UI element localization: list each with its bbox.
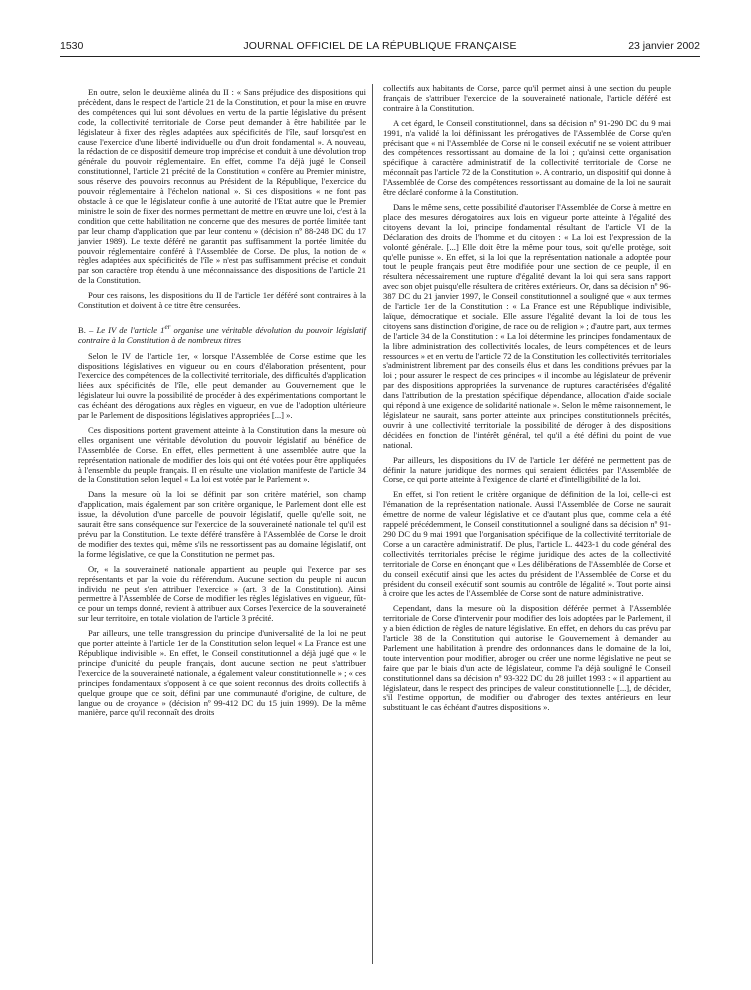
paragraph: Dans la mesure où la loi se définit par son critère matériel, son champ d'application, mais également par son critère organique, le Parlement dont elle est issue, la dévolution d'une parcelle de pouvoir législatif, quelle qu'elle soit, ne saurait être sans conséquence sur l'exercice de la souveraineté nationale tel qu'il est prévu par la Constitution. Le texte déféré transfère à l'Assemblée de Corse le droit de modifier des textes qui, même s'ils ne ressortissent pas au domaine législatif, ont la forme législative, ce que la Constitution ne permet pas. <box>78 489 366 559</box>
paragraph: En effet, si l'on retient le critère organique de définition de la loi, celle-ci est l'émanation de la représentation nationale. Aussi l'Assemblée de Corse ne saurait émettre de norme de valeur législative et ce d'autant plus que, comme cela a été rappelé précédemment, le Conseil constitutionnel a souligné dans sa décision nº 91-290 DC du 9 mai 1991 que l'organisation spécifique de la collectivité territoriale de Corse a un caractère administratif. De plus, l'article L. 4423-1 du code général des collectivités territoriales précise le régime juridique des actes de la collectivité territoriale de Corse en énonçant que « Les délibérations de l'Assemblée de Corse et du conseil exécutif ainsi que les actes du président de l'Assemblée de Corse et du président du conseil exécutif sont soumis au contrôle de légalité ». Tout porte ainsi à croire que les actes de l'Assemblée de Corse sont de nature administrative. <box>383 489 671 599</box>
left-column <box>78 88 366 723</box>
paragraph: A cet égard, le Conseil constitutionnel, dans sa décision nº 91-290 DC du 9 mai 1991, n'a validé la loi définissant les prérogatives de l'Assemblée de Corse qu'en précisant que « ni l'Assemblée de Corse ni le conseil exécutif ne se voient attribuer des compétences ressortissant au domaine de la loi ; qu'ainsi cette organisation spécifique à caractère administratif de la collectivité territoriale de Corse ne méconnaît pas l'article 72 de la Constitution ». A contrario, un dispositif qui donne à l'Assemblée de Corse des compétences ressortissant au domaine de la loi ne saurait être déclaré conforme à la Constitution. <box>383 117 671 198</box>
paragraph: Par ailleurs, les dispositions du IV de l'article 1er déféré ne permettent pas de définir la nature juridique des normes qui seraient édictées par l'Assemblée de Corse, ce qui porte atteinte à l'exigence de clarté et d'intelligibilité de la loi. <box>383 454 671 485</box>
paragraph: En outre, selon le deuxième alinéa du II : « Sans préjudice des dispositions qui précèdent, dans le respect de l'article 21 de la Constitution, et pour la mise en œuvre des compétences qui lui sont dévolues en vertu de la partie législative du présent code, la collectivité territoriale de Corse peut demander à être habilitée par le législateur à fixer des règles adaptées aux spécificités de l'île, sauf lorsqu'est en cause l'exercice d'une liberté individuelle ou d'un droit fondamental ». A nouveau, la rédaction de ce dispositif demeure trop imprécise et conduit à une dévolution trop générale du pouvoir réglementaire. En effet, comme l'a déjà jugé le Conseil constitutionnel, l'article 21 précité de la Constitution « confère au Premier ministre, sous réserve des pouvoirs reconnus au Président de la République, l'exercice du pouvoir réglementaire à l'échelon national ». Si ces dispositions « ne font pas obstacle à ce que le législateur confie à une autorité de l'Etat autre que le Premier ministre le soin de fixer des normes permettant de mettre en œuvre une loi, c'est à la condition que cette habilitation ne concerne que des mesures de portée limitée tant par leur champ d'application que par leur contenu » (décision nº 88-248 DC du 17 janvier 1989). Le texte déféré ne garantit pas suffisamment la portée limitée du pouvoir réglementaire conféré à l'Assemblée de Corse. De plus, la notion de « règles adaptées aux spécificités de l'île » n'est pas suffisamment précise et conduit par son caractère trop étendu à une méconnaissance des dispositions de l'article 21 de la Constitution. <box>78 87 366 286</box>
section-title-sup: er <box>164 322 171 331</box>
paragraph: Pour ces raisons, les dispositions du II de l'article 1er déféré sont contraires à la Constitution et doivent à ce titre être censurées. <box>78 290 366 311</box>
column-divider <box>372 84 373 964</box>
paragraph: collectifs aux habitants de Corse, parce qu'il permet ainsi à une section du peuple français de s'attribuer l'exercice de la souveraineté nationale, l'article déféré est contraire à la Constitution. <box>383 83 671 113</box>
section-title-start: Le IV de l'article 1 <box>96 324 165 335</box>
header-rule <box>60 56 700 57</box>
paragraph: Or, « la souveraineté nationale appartient au peuple qui l'exerce par ses représentants et par la voie du référendum. Aucune section du peuple ni aucun individu ne peut s'en attribuer l'exercice » (art. 3 de la Constitution). Ainsi permettre à l'Assemblée de Corse de modifier les règles législatives en vigueur, fût-ce pour un temps donné, revient à attribuer aux Corses l'exercice de la souveraineté sur leur territoire, en totale violation de l'article 3 précité. <box>78 563 366 624</box>
page-header <box>60 40 700 56</box>
section-number: B. – <box>78 324 94 335</box>
paragraph: Selon le IV de l'article 1er, « lorsque l'Assemblée de Corse estime que les dispositions législatives en vigueur ou en cours d'élaboration présentent, pour l'exercice des compétences de la collectivité territoriale, des difficultés d'application liées aux spécificités de l'île, elle peut demander au Gouvernement que le législateur lui ouvre la possibilité de procéder à des expérimentations comportant le cas échéant des dérogations aux règles en vigueur, en vue de l'adoption ultérieure par le Parlement de dispositions législatives appropriées [...] ». <box>78 350 366 421</box>
paragraph: Par ailleurs, une telle transgression du principe d'universalité de la loi ne peut que porter atteinte à l'article 1er de la Constitution selon lequel « La France est une République indivisible ». En effet, le Conseil constitutionnel a déjà jugé que « le principe d'unicité du peuple français, dont aucune section ne peut s'attribuer l'exercice de la souveraineté nationale, a également valeur constitutionnelle » ; « ces principes fondamentaux s'opposent à ce que soient reconnus des droits collectifs à quelque groupe que ce soit, défini par une communauté d'origine, de culture, de langue ou de croyance » (décision nº 99-412 DC du 15 juin 1999). De la même manière, parce qu'il reconnaît des droits <box>78 628 366 718</box>
right-column <box>383 84 671 718</box>
section-title-end: organise une véritable dévolution du pouvoir législatif contraire à la Constitution à de nombreux titres <box>78 324 366 345</box>
page-number: 1530 <box>60 40 84 52</box>
issue-date: 23 janvier 2002 <box>628 40 700 52</box>
section-heading <box>78 323 366 346</box>
paragraph: Ces dispositions portent gravement atteinte à la Constitution dans la mesure où elles organisent une véritable dévolution du pouvoir législatif au bénéfice de l'Assemblée de Corse. En effet, elles permettent à une assemblée autre que la représentation nationale de modifier des lois qui ont été votées pour être appliquées à l'ensemble du peuple français. Il en résulte une violation manifeste de l'article 34 de la Constitution selon lequel « La loi est votée par le Parlement ». <box>78 424 366 485</box>
journal-title: JOURNAL OFFICIEL DE LA RÉPUBLIQUE FRANÇAISE <box>243 40 517 52</box>
paragraph: Cependant, dans la mesure où la disposition déférée permet à l'Assemblée territoriale de Corse d'intervenir pour modifier des lois adoptées par le Parlement, il y a bien édiction de règles de nature législative. En effet, en dehors du cas prévu par l'article 38 de la Constitution qui autorise le Gouvernement à demander au Parlement une habilitation à prendre des ordonnances dans le domaine de la loi, toute intervention pour modifier, abroger ou créer une norme législative ne peut se faire que par le biais d'un acte de législateur, comme l'a déjà souligné le Conseil constitutionnel dans sa décision nº 93-322 DC du 28 juillet 1993 : « il appartient au législateur, dans le respect des principes de valeur constitutionnelle [...], de décider, s'il l'estime opportun, de modifier ou d'abroger des textes antérieurs en leur substituant le cas échéant d'autres dispositions ». <box>383 603 671 713</box>
paragraph: Dans le même sens, cette possibilité d'autoriser l'Assemblée de Corse à mettre en place des mesures dérogatoires aux lois en vigueur porte atteinte à l'égalité des citoyens devant la loi, principe fondamental résultant de l'article VI de la Déclaration des droits de l'homme et du citoyen : « La loi est l'expression de la volonté générale. [...] Elle doit être la même pour tous, soit qu'elle protège, soit qu'elle punisse ». En effet, si la loi que la représentation nationale a adoptée pour tout le peuple français peut être modifiée pour une section de ce peuple, il en résultera nécessairement une rupture d'égalité devant la loi qui sera sans rapport avec son objet puisqu'elle résultera de critères extérieurs. Or, dans sa décision nº 96-387 DC du 21 janvier 1997, le Conseil constitutionnel a souligné que « aux termes de l'article 1er de la Constitution : « La France est une République indivisible, laïque, démocratique et sociale. Elle assure l'égalité devant la loi de tous les citoyens sans distinction d'origine, de race ou de religion » ; d'autre part, aux termes de l'article 34 de la Constitution : « La loi détermine les principes fondamentaux de la libre administration des collectivités locales, de leurs compétences et de leurs ressources » et en vertu de l'article 72 de la Constitution les collectivités territoriales s'administrent librement par des conseils élus et dans les conditions prévues par la loi ; pour assurer le respect de ces principes « il incombe au législateur de prévenir par des dispositions appropriées la survenance de ruptures caractérisées d'égalité dans l'attribution de la prestation spécifique dépendance, allocation d'aide sociale qui répond à une exigence de solidarité nationale ». Selon le même raisonnement, le législateur ne saurait, sans porter atteinte aux principes constitutionnels précités, ouvrir à une collectivité territoriale la possibilité de déroger à des dispositions décidées en fonction de l'intérêt général, tel qu'il a été défini du point de vue national. <box>383 201 672 450</box>
